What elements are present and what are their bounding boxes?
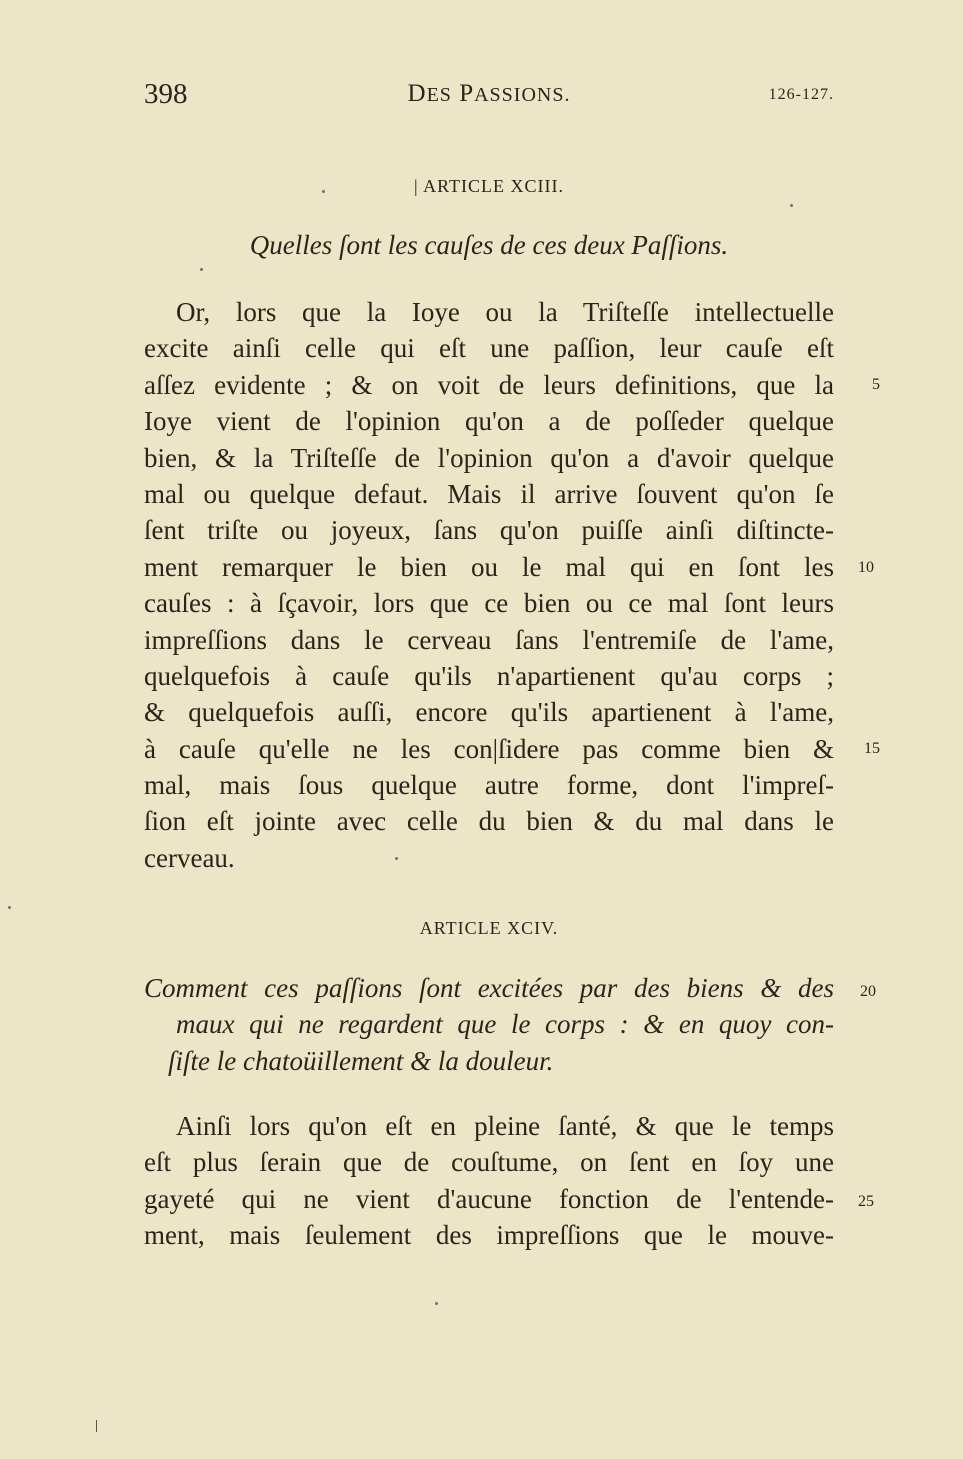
- body-line: Ainſi lors qu'on eſt en pleine ſanté, & que le temps: [176, 1111, 834, 1141]
- running-title: [144, 80, 834, 108]
- line-number: 20: [860, 983, 876, 1000]
- body-line: ment, mais ſeulement des impreſſions que le mouve-: [144, 1220, 834, 1251]
- running-title-initial-d: D: [407, 80, 427, 107]
- margin-line-numbers: [858, 0, 898, 1459]
- body-line: à cauſe qu'elle ne les con|ſidere pas comme bien &: [144, 733, 834, 764]
- title-line: maux qui ne regardent que le corps : & en quoy con-: [176, 1009, 834, 1040]
- line-number: 10: [858, 559, 874, 576]
- body-line: cerveau.: [144, 842, 235, 873]
- body-line: cauſes : à ſçavoir, lors que ce bien ou ce mal ſont leurs: [144, 588, 834, 619]
- paper-speck: [435, 1302, 438, 1305]
- paper-speck: [8, 906, 11, 909]
- article-heading-xciii: | ARTICLE XCIII.: [413, 176, 564, 196]
- article-xciv-body: [144, 1108, 834, 1254]
- body-line: impreſſions dans le cerveau ſans l'entremiſe de l'ame,: [144, 624, 834, 655]
- body-line: gayeté qui ne vient d'aucune fonction de l'entende-: [144, 1183, 834, 1214]
- paper-speck: [395, 857, 398, 860]
- body-line: & quelquefois auſſi, encore qu'ils apartienent à l'ame,: [144, 697, 834, 728]
- body-line: ſion eſt jointe avec celle du bien & du mal dans le: [144, 806, 834, 837]
- page-header: [144, 78, 834, 114]
- body-line: mal, mais ſous quelque autre forme, dont l'impreſ-: [144, 770, 834, 801]
- body-line: Or, lors que la Ioye ou la Triſteſſe intellectuelle: [176, 297, 834, 327]
- running-title-initial-p: P: [459, 80, 475, 107]
- body-line: bien, & la Triſteſſe de l'opinion qu'on a d'avoir quelque: [144, 442, 834, 473]
- paper-speck: [322, 190, 325, 193]
- article-reference: 126-127.: [768, 86, 834, 103]
- running-title-rest-passions: ASSIONS.: [474, 84, 571, 106]
- title-line: Comment ces paſſions ſont excitées par des biens & des: [144, 973, 834, 1003]
- article-heading-xciv: ARTICLE XCIV.: [419, 918, 559, 938]
- body-line: ſent triſte ou joyeux, ſans qu'on puiſſe ainſi diſtincte-: [144, 515, 834, 546]
- margin-mark: [96, 1420, 97, 1432]
- page-number: 398: [144, 78, 188, 110]
- line-number: 5: [872, 376, 880, 393]
- line-number: 15: [864, 740, 880, 757]
- body-line: ment remarquer le bien ou le mal qui en ſont les: [144, 551, 834, 582]
- body-line: Ioye vient de l'opinion qu'on a de poſſeder quelque: [144, 406, 834, 437]
- paper-speck: [200, 268, 203, 271]
- body-line: excite ainſi celle qui eſt une paſſion, leur cauſe eſt: [144, 333, 834, 364]
- body-line: eſt plus ſerain que de couſtume, on ſent en ſoy une: [144, 1147, 834, 1178]
- body-line: quelquefois à cauſe qu'ils n'apartienent qu'au corps ;: [144, 660, 834, 691]
- article-xciii-body: [144, 294, 834, 876]
- paper-speck: [790, 204, 793, 207]
- body-line: aſſez evidente ; & on voit de leurs definitions, que la: [144, 369, 834, 400]
- line-number: 25: [858, 1193, 874, 1210]
- article-title-xciii: Quelles ſont les cauſes de ces deux Paſſions.: [249, 230, 729, 260]
- title-line: ſiſte le chatoüillement & la douleur.: [168, 1045, 554, 1076]
- running-title-rest-des: ES: [426, 84, 452, 106]
- article-title-xciv: [144, 970, 834, 1079]
- body-line: mal ou quelque defaut. Mais il arrive ſouvent qu'on ſe: [144, 478, 834, 509]
